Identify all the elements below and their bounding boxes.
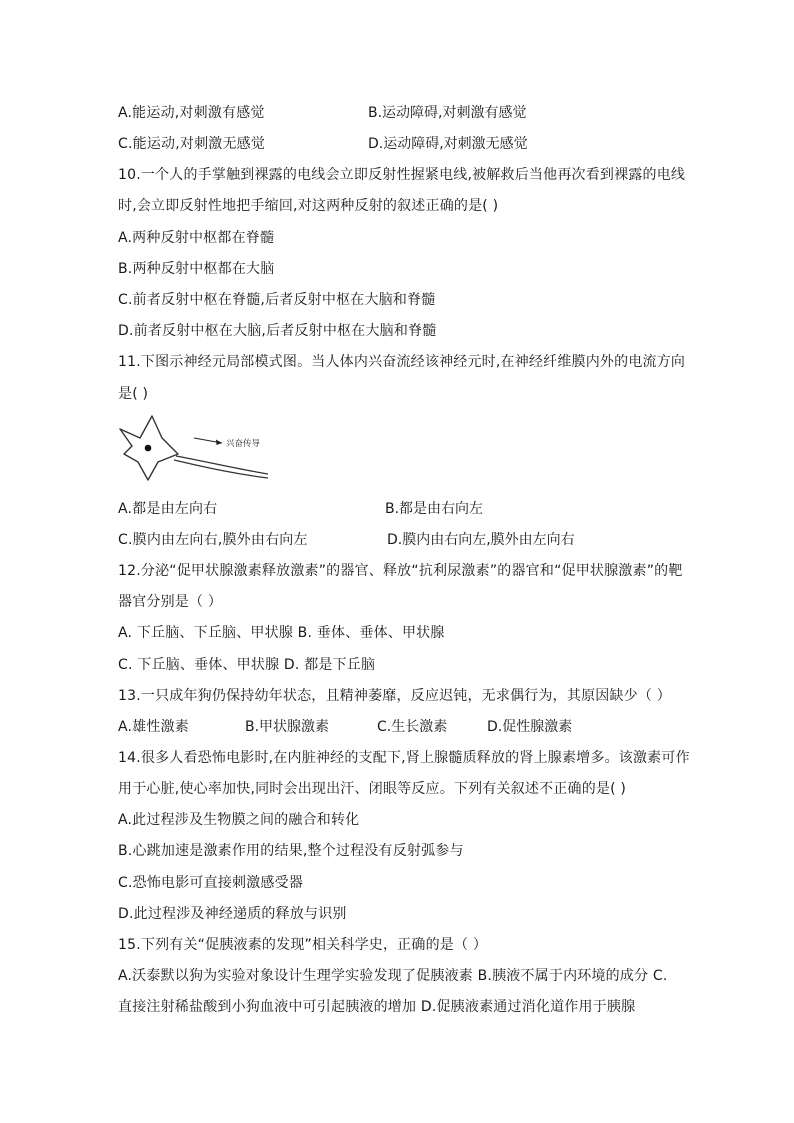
q12-options-line2: C. 下丘脑、垂体、甲状腺 D. 都是下丘脑 (118, 657, 376, 673)
q13-option-c: C.生长激素 (377, 719, 448, 735)
q14-option-a: A.此过程涉及生物膜之间的融合和转化 (118, 812, 360, 828)
conduction-arrowhead (216, 440, 222, 446)
q9-option-c: C.能运动,对刺激无感觉 (118, 136, 266, 152)
q10-option-b: B.两种反射中枢都在大脑 (118, 261, 275, 277)
axon-upper-membrane (176, 456, 268, 474)
q12-options-line1: A. 下丘脑、下丘脑、甲状腺 B. 垂体、垂体、甲状腺 (118, 625, 445, 641)
neuron-nucleus (145, 445, 152, 452)
q11-stem-line1: 11.下图示神经元局部模式图。当人体内兴奋流经该神经元时,在神经纤维膜内外的电流方向 (118, 354, 686, 370)
q13-option-a: A.雄性激素 (118, 719, 189, 735)
axon-lower-membrane (174, 460, 268, 478)
q11-stem-line2: 是( ) (118, 386, 149, 402)
q9-option-b: B.运动障碍,对刺激有感觉 (368, 105, 527, 121)
q10-option-c: C.前者反射中枢在脊髓,后者反射中枢在大脑和脊髓 (118, 292, 436, 308)
q11-option-c: C.膜内由左向右,膜外由右向左 (118, 532, 308, 548)
q12-stem-line1: 12.分泌“促甲状腺激素释放激素”的器官、释放“抗利尿激素”的器官和“促甲状腺激素”的靶 (118, 563, 683, 579)
q15-options-line1: A.沃泰默以狗为实验对象设计生理学实验发现了促胰液素 B.胰液不属于内环境的成分 C. (118, 968, 668, 984)
q10-option-a: A.两种反射中枢都在脊髓 (118, 230, 275, 246)
q15-options-line2: 直接注射稀盐酸到小狗血液中可引起胰液的增加 D.促胰液素通过消化道作用于胰腺 (118, 999, 636, 1015)
q11-option-d: D.膜内由右向左,膜外由左向右 (387, 532, 575, 548)
q14-option-d: D.此过程涉及神经递质的释放与识别 (118, 906, 347, 922)
q11-option-b: B.都是由右向左 (385, 501, 484, 517)
q13-option-b: B.甲状腺激素 (245, 719, 330, 735)
q11-option-a: A.都是由左向右 (118, 501, 218, 517)
q13-stem: 13.一只成年狗仍保持幼年状态，且精神萎靡，反应迟钝，无求偶行为，其原因缺少（ ） (118, 688, 671, 704)
q13-option-d: D.促性腺激素 (487, 719, 573, 735)
neuron-diagram (118, 414, 278, 486)
figure-label-conduction: 兴奋传导 (226, 439, 261, 449)
q14-stem-line1: 14.很多人看恐怖电影时,在内脏神经的支配下,肾上腺髓质释放的肾上腺素增多。该激素可作 (118, 750, 690, 766)
q14-option-c: C.恐怖电影可直接刺激感受器 (118, 875, 304, 891)
q9-option-a: A.能运动,对刺激有感觉 (118, 105, 265, 121)
q15-stem: 15.下列有关“促胰液素的发现”相关科学史，正确的是（ ） (118, 937, 488, 953)
q10-option-d: D.前者反射中枢在大脑,后者反射中枢在大脑和脊髓 (118, 323, 437, 339)
q14-option-b: B.心跳加速是激素作用的结果,整个过程没有反射弧参与 (118, 843, 464, 859)
q14-stem-line2: 用于心脏,使心率加快,同时会出现出汗、闭眼等反应。下列有关叙述不正确的是( ) (118, 781, 627, 797)
q10-stem-line1: 10.一个人的手掌触到裸露的电线会立即反射性握紧电线,被解救后当他再次看到裸露的电线 (118, 167, 686, 183)
q12-stem-line2: 器官分别是（ ） (118, 594, 223, 610)
q10-stem-line2: 时,会立即反射性地把手缩回,对这两种反射的叙述正确的是( ) (118, 198, 499, 214)
q9-option-d: D.运动障碍,对刺激无感觉 (368, 136, 528, 152)
